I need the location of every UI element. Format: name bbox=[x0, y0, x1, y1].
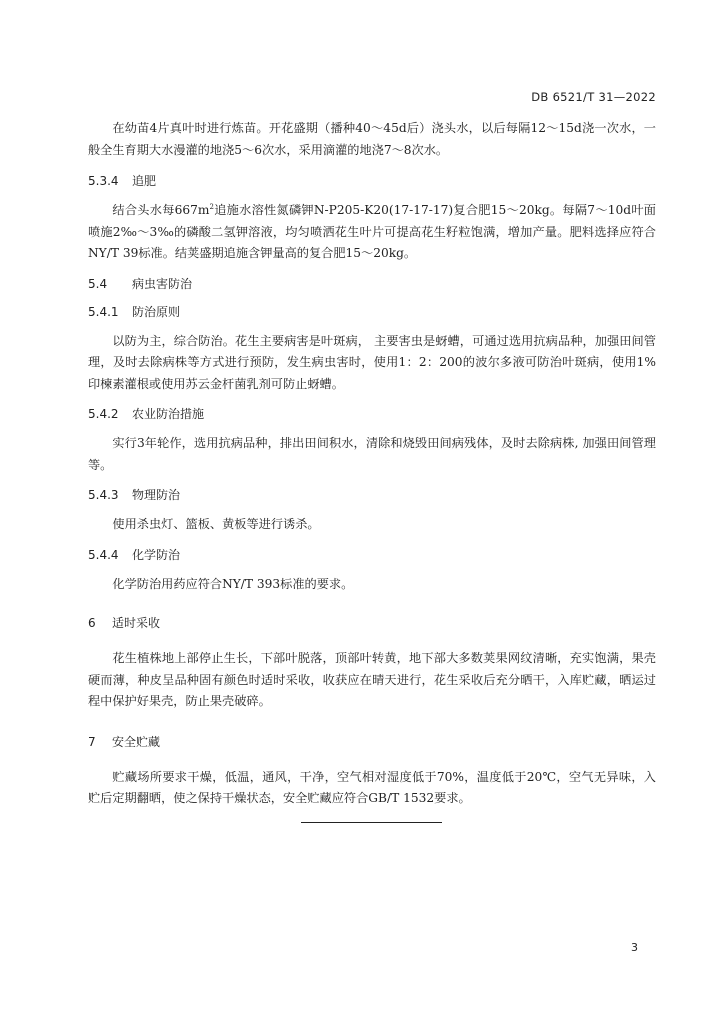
section-number: 5.4.2 bbox=[88, 407, 119, 421]
heading-5-3-4 bbox=[88, 171, 656, 191]
section-number: 5.4.1 bbox=[88, 304, 119, 319]
section-number: 5.4 bbox=[88, 276, 108, 291]
paragraph-chemical: 化学防治用药应符合NY/T 393标准的要求。 bbox=[112, 576, 354, 591]
page-body bbox=[88, 118, 656, 810]
paragraph-harvest: 花生植株地上部停止生长，下部叶脱落，顶部叶转黄，地下部大多数荚果网纹清晰，充实饱满，果壳硬而薄，种皮呈品种固有颜色时适时采收，收获应在晴天进行，花生采收后充分晒干，入库贮藏，晒运过程中保护好果壳，防止果壳破碎。 bbox=[88, 651, 656, 708]
section-number: 5.4.3 bbox=[88, 488, 119, 502]
heading-6 bbox=[88, 613, 656, 633]
heading-5-4-1 bbox=[88, 302, 656, 322]
section-title: 追肥 bbox=[132, 174, 157, 188]
paragraph-watering: 在幼苗4片真叶时进行炼苗。开花盛期（播种40～45d后）浇头水，以后每隔12～15d浇一次水，一般全生育期大水漫灌的地浇5～6次水，采用滴灌的地浇7～8次水。 bbox=[88, 121, 656, 157]
heading-5-4 bbox=[88, 274, 656, 294]
superscript-2: 2 bbox=[209, 202, 214, 211]
paragraph-agricultural: 实行3年轮作，选用抗病品种，排出田间积水，清除和烧毁田间病残体，及时去除病株, 加强田间管理等。 bbox=[88, 436, 656, 472]
document-code: DB 6521/T 31—2022 bbox=[531, 90, 656, 104]
section-number: 6 bbox=[88, 616, 96, 630]
paragraph-storage: 贮藏场所要求干燥，低温，通风，干净，空气相对湿度低于70%，温度低于20℃，空气无异味，入贮后定期翻晒，使之保持干燥状态，安全贮藏应符合GB/T 1532要求。 bbox=[88, 769, 656, 805]
section-number: 5.4.4 bbox=[88, 547, 119, 562]
section-number: 7 bbox=[88, 734, 96, 749]
section-title: 病虫害防治 bbox=[132, 276, 193, 291]
section-title: 防治原则 bbox=[132, 304, 181, 319]
section-number: 5.3.4 bbox=[88, 174, 119, 188]
heading-5-4-4 bbox=[88, 545, 656, 565]
page-number: 3 bbox=[631, 941, 638, 954]
section-title: 物理防治 bbox=[132, 488, 181, 502]
heading-5-4-3 bbox=[88, 485, 656, 505]
paragraph-physical: 使用杀虫灯、篮板、黄板等进行诱杀。 bbox=[112, 517, 320, 531]
paragraph-principle: 以防为主，综合防治。花生主要病害是叶斑病， 主要害虫是蚜螬，可通过选用抗病品种，加强田间管理，及时去除病株等方式进行预防，发生病虫害时，使用1：2：200的波尔多液可防治叶斑病，使用1%印楝素灌根或使用苏云金杆菌乳剂可防止蚜螬。 bbox=[88, 333, 656, 391]
section-title: 适时采收 bbox=[112, 616, 161, 630]
paragraph-fertilizer bbox=[88, 200, 656, 265]
heading-5-4-2 bbox=[88, 404, 656, 424]
heading-7 bbox=[88, 732, 656, 752]
end-of-document-line bbox=[301, 822, 442, 823]
fertilizer-text-b: 追施水溶性氮磷钾N-P205-K20(17-17-17)复合肥15～20kg。每隔7～10d叶面喷施2‰～3‰的磷酸二氢钾溶液，均匀喷洒花生叶片可提高花生籽粒饱满，增加产量。肥料选择应符合NY/T 39标准。结荚盛期追施含钾量高的复合肥15～20kg。 bbox=[88, 203, 656, 260]
section-title: 安全贮藏 bbox=[112, 734, 161, 749]
fertilizer-text-a: 结合头水每667m bbox=[112, 203, 210, 217]
section-title: 化学防治 bbox=[132, 547, 181, 562]
section-title: 农业防治措施 bbox=[132, 407, 205, 421]
